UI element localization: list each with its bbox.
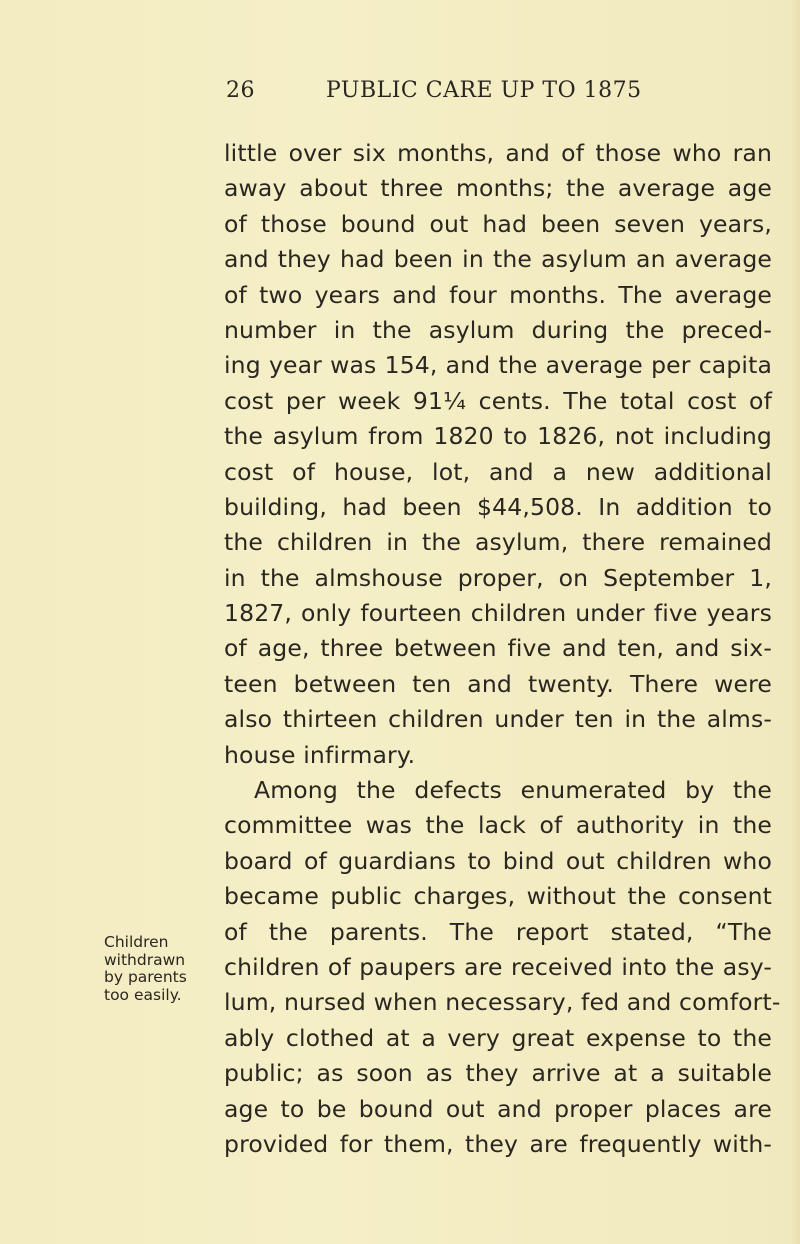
page-number: 26 bbox=[226, 78, 255, 103]
text-line: 1827, only fourteen children under five years bbox=[224, 599, 772, 628]
text-line: age to be bound out and proper places are bbox=[224, 1094, 772, 1123]
margin-note bbox=[104, 934, 220, 1004]
text-line: lum, nursed when necessary, fed and comfort- bbox=[224, 988, 781, 1017]
text-line: committee was the lack of authority in the bbox=[224, 811, 772, 840]
text-line: cost per week 91¼ cents. The total cost of bbox=[224, 386, 772, 415]
text-line: the asylum from 1820 to 1826, not including bbox=[224, 422, 772, 451]
text-line: of the parents. The report stated, “The bbox=[224, 917, 772, 946]
text-line: building, had been $44,508. In addition to bbox=[224, 492, 772, 521]
margin-note-line: by parents bbox=[104, 968, 187, 986]
text-line: children of paupers are received into the asy- bbox=[224, 952, 772, 981]
text-line: of two years and four months. The average bbox=[224, 280, 772, 309]
margin-note-line: withdrawn bbox=[104, 950, 186, 969]
text-line: number in the asylum during the preced- bbox=[224, 315, 772, 344]
text-line: ing year was 154, and the average per capita bbox=[224, 351, 772, 380]
text-line: cost of house, lot, and a new additional bbox=[224, 457, 772, 486]
text-line: and they had been in the asylum an average bbox=[224, 245, 772, 274]
text-line: provided for them, they are frequently with- bbox=[224, 1129, 772, 1158]
text-line: away about three months; the average age bbox=[224, 174, 772, 203]
text-line: also thirteen children under ten in the alms- bbox=[224, 705, 772, 734]
margin-note-line: too easily. bbox=[104, 985, 182, 1004]
running-title: PUBLIC CARE UP TO 1875 bbox=[326, 78, 642, 103]
text-line: teen between ten and twenty. There were bbox=[224, 669, 772, 698]
text-line: in the almshouse proper, on September 1, bbox=[224, 563, 772, 592]
text-line: public; as soon as they arrive at a suitable bbox=[224, 1059, 772, 1088]
text-line: board of guardians to bind out children who bbox=[224, 846, 772, 875]
text-line: Among the defects enumerated by the bbox=[254, 776, 772, 805]
text-line: became public charges, without the consent bbox=[224, 882, 772, 911]
text-line: little over six months, and of those who ran bbox=[224, 139, 772, 167]
margin-note-line: Children bbox=[104, 933, 169, 951]
text-line: the children in the asylum, there remained bbox=[224, 528, 772, 557]
text-line: house infirmary. bbox=[224, 740, 416, 769]
text-line: ably clothed at a very great expense to the bbox=[224, 1023, 772, 1052]
running-head bbox=[226, 76, 706, 106]
text-line: of those bound out had been seven years, bbox=[224, 209, 772, 238]
body-text bbox=[224, 136, 781, 1162]
page-edge-shadow bbox=[790, 0, 800, 1244]
text-line: of age, three between five and ten, and six- bbox=[224, 634, 772, 663]
